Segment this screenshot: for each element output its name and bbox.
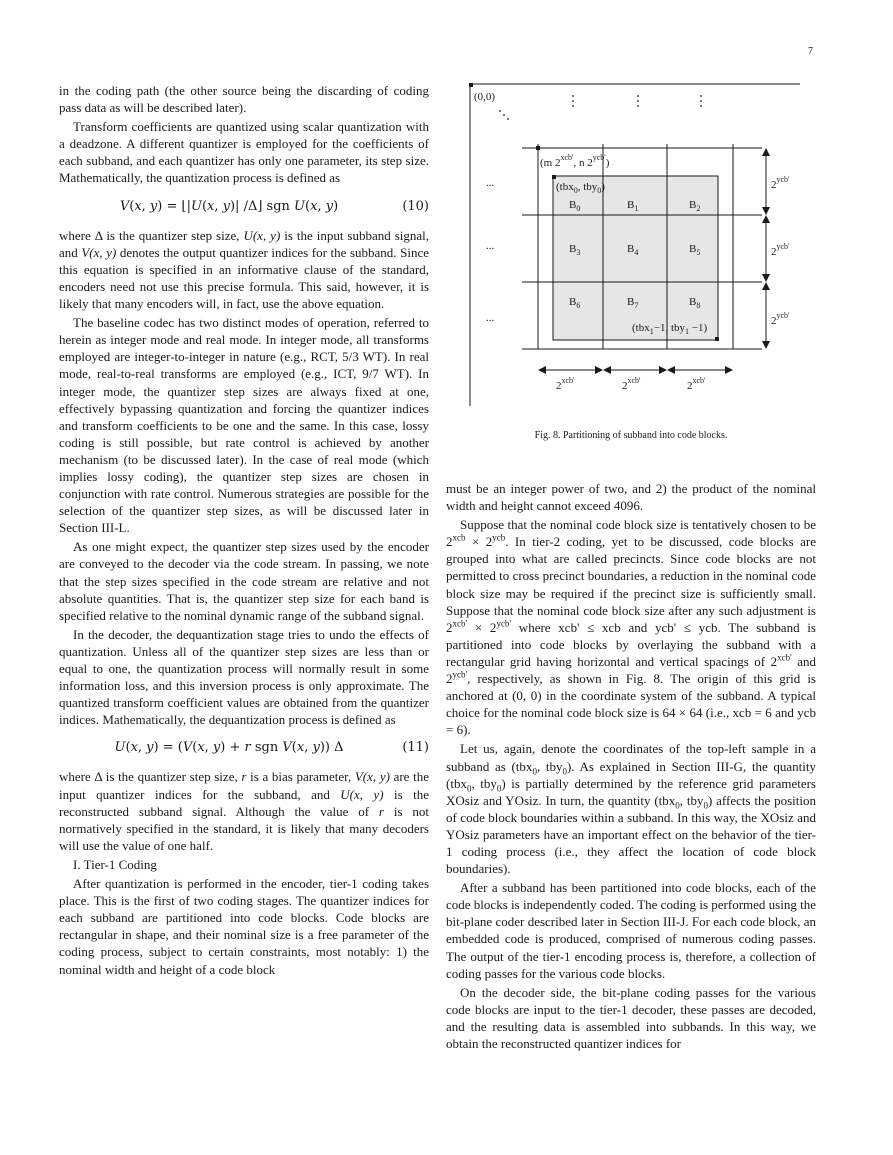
block-label-b0: $B_0$ xyxy=(569,199,581,213)
paragraph: where Δ is the quantizer step size, U(x, y) is the input subband signal, and V(x, y) denotes the output quantizer indices for the subband. Since this equation is specified in an informative clause of the standard, encoders need not use this precise formula. This said, however, it is likely that many encoders will, in fact, use the above equation. xyxy=(59,227,430,312)
block-label-b3: $B_3$ xyxy=(569,243,581,257)
tb0-marker xyxy=(552,175,556,179)
paragraph: In the decoder, the dequantization stage tries to undo the effects of quantization. Unless all of the quantizer step sizes are less than or equal to one, the quantization process will normally result in some information loss, and this inversion process is only approximate. The quantized transform coefficient values are obtained from the quantizer indices. Mathematically, the dequantization process is defined as xyxy=(59,626,429,728)
equation-10 xyxy=(59,198,429,215)
paragraph: On the decoder side, the bit-plane coding passes for the various code blocks are input to the tier-1 decoder, these passes are decoded, and the resulting data is assembled into subbands. In this way, we obtain the reconstructed quantizer indices for xyxy=(446,984,816,1051)
paragraph: Suppose that the nominal code block size is tentatively chosen to be $2^{xcb} \times 2^{ycb}$. In tier-2 coding, yet to be discussed, code blocks are grouped into what are called precincts. Since code blocks are not permitted to cross precinct boundaries, a reduction in the nominal code block size may be required if the precinct size is sufficiently small. Suppose that the nominal code block size after any such adjustment is $2^{xcb'} \times 2^{ycb'}$ where xcb' ≤ xcb and ycb' ≤ ycb. The subband is partitioned into code blocks by overlaying the subband with a rectangular grid having horizontal and vertical spacings of $2^{xcb'}$ and $2^{ycb'}$, respectively, as shown in Fig. 8. The origin of this grid is anchored at (0, 0) in the coordinate system of the subband. A typical choice for the nominal code block size is 64 × 64 (i.e., xcb = 6 and ycb = 6). xyxy=(446,517,816,738)
block-label-b5: $B_5$ xyxy=(689,243,701,257)
paragraph: After quantization is performed in the encoder, tier-1 coding takes place. This is the first of two coding stages. The quantizer indices for each subband are partitioned into code blocks. Code blocks are rectangular in shape, and their nominal size is a free parameter of the coding process, subject to certain constraints, most notably: 1) the nominal width and height of a code block xyxy=(59,876,429,977)
equation-11 xyxy=(59,739,429,756)
right-column xyxy=(446,480,816,1054)
column-spacing-label: $2^{xcb'}$ xyxy=(622,376,641,392)
figure-caption: Fig. 8. Partitioning of subband into code blocks. xyxy=(534,430,728,441)
block-label-b8: $B_8$ xyxy=(689,296,701,310)
left-column xyxy=(59,82,429,980)
column-spacing-label: $2^{xcb'}$ xyxy=(556,376,575,392)
ellipsis-row-2: ... xyxy=(486,240,495,252)
equation-number: (10) xyxy=(402,198,429,214)
diagonal-ellipsis xyxy=(499,110,509,120)
paragraph: The baseline codec has two distinct modes of operation, referred to herein as integer mode and real mode. In integer mode, all transforms employed are integer-to-integer in nature (e.g., RCT, 5/3 WT). In real mode, real-to-real transforms are employed (e.g., ICT, 9/7 WT). In integer mode, the quantizer step sizes are always fixed at one, effectively bypassing quantization and forcing the quantizer indices and transform coefficients to be one and the same. In this case, lossy coding is still possible, but rate control is achieved by another mechanism (to be discussed later). In the case of real mode (which implies lossy coding), the quantizer step sizes are chosen in conjunction with rate control. Numerous strategies are possible for the selection of the quantizer step sizes, as will be discussed later in Section III-L. xyxy=(59,315,429,536)
ellipsis-row-1: ... xyxy=(486,177,495,189)
tb1-marker xyxy=(715,337,719,341)
equation-number: (11) xyxy=(402,740,429,756)
equation-body: V(x, y) = ⌊|U(x, y)| /Δ⌋ sgn U(x, y) xyxy=(119,198,339,214)
paragraph: Let us, again, denote the coordinates of the top-left sample in a subband as (tbx$_0$, tby$_0$). As explained in Section III-G, the quantity (tbx$_0$, tby$_0$) is partially determined by the reference grid parameters XOsiz and YOsiz. In turn, the quantity (tbx$_0$, tby$_0$) affects the position of code block boundaries within a subband. In this way, the XOsiz and YOsiz parameters have an important effect on the behavior of the tier-1 coding process (i.e., they affect the location of code block boundaries). xyxy=(446,741,816,877)
vertical-ellipsis xyxy=(572,95,702,107)
block-label-b4: $B_4$ xyxy=(627,243,639,257)
code-block-partition-figure xyxy=(466,82,826,412)
origin-label: (0,0) xyxy=(474,91,496,103)
row-spacing-label: $2^{ycb'}$ xyxy=(771,175,790,191)
paragraph: After a subband has been partitioned into code blocks, each of the code blocks is independently coded. The coding is performed using the bit-plane coder described later in Section III-J. For each code block, an embedded code is produced, comprised of numerous coding passes. The output of the tier-1 encoding process is, therefore, a collection of coding passes for the various code blocks. xyxy=(446,880,816,981)
paragraph: in the coding path (the other source being the discarding of coding pass data as will be described later). xyxy=(59,83,429,116)
paragraph: As one might expect, the quantizer step sizes used by the encoder are conveyed to the decoder via the code stream. In passing, we note that the step sizes specified in the code stream are relative and not absolute quantities. That is, the quantizer step size for each band is specified relative to the nominal dynamic range of the subband signal. xyxy=(59,539,429,623)
block-label-b2: $B_2$ xyxy=(689,199,701,213)
ellipsis-row-3: ... xyxy=(486,312,495,324)
block-label-b7: $B_7$ xyxy=(627,296,639,310)
grid-corner-label: (m $2^{xcb'}$, n $2^{ycb'}$) xyxy=(540,153,610,169)
paragraph: Transform coefficients are quantized using scalar quantization with a deadzone. A different quantizer is employed for the coefficients of each subband, and each quantizer has only one parameter, its step size. Mathematically, the quantization process is defined as xyxy=(59,119,429,186)
paragraph: must be an integer power of two, and 2) the product of the nominal width and height cannot exceed 4096. xyxy=(446,481,816,514)
column-spacing-label: $2^{xcb'}$ xyxy=(687,376,706,392)
paragraph: where Δ is the quantizer step size, r is a bias parameter, V(x, y) are the input quantizer indices for the subband, and U(x, y) is the reconstructed subband signal. Although the value of r is not normatively specified in the standard, it is likely that many decoders will use the value of one half. xyxy=(59,769,430,853)
grid-corner-marker xyxy=(536,146,540,150)
block-label-b1: $B_1$ xyxy=(627,199,639,213)
equation-body: U(x, y) = (V(x, y) + r sgn V(x, y)) Δ xyxy=(114,740,344,756)
tb1-label: (tbx$_1$−1, tby$_1$ −1) xyxy=(632,322,708,336)
block-label-b6: $B_6$ xyxy=(569,296,581,310)
origin-marker xyxy=(469,83,473,87)
section-heading: I. Tier-1 Coding xyxy=(73,856,157,872)
page-number: 7 xyxy=(808,46,813,57)
row-spacing-label: $2^{ycb'}$ xyxy=(771,311,790,327)
row-spacing-label: $2^{ycb'}$ xyxy=(771,242,790,258)
tb0-label: (tbx$_0$, tby$_0$) xyxy=(556,181,605,195)
